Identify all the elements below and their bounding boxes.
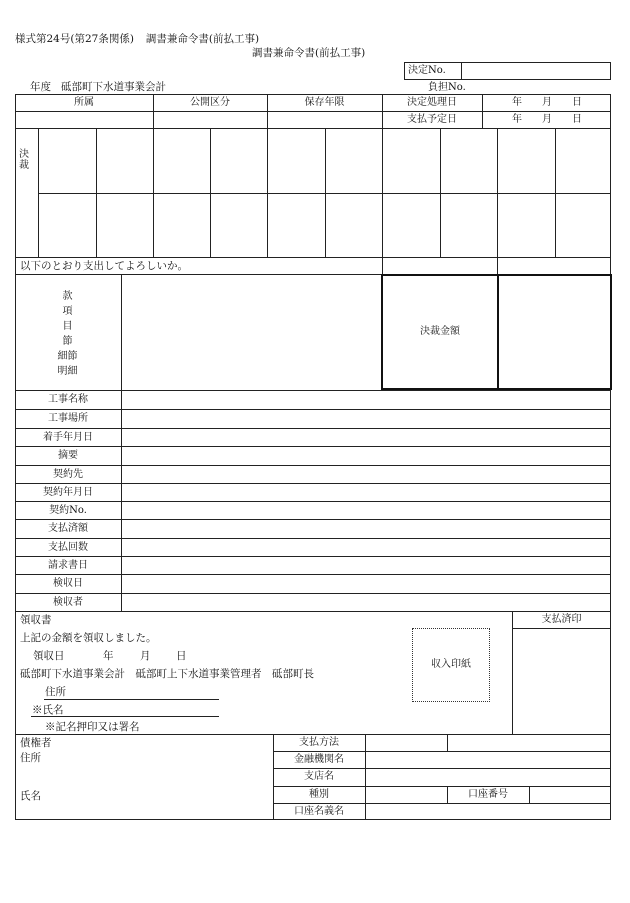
detail-row-field[interactable] <box>123 429 610 445</box>
due-date-month: 月 <box>542 114 552 125</box>
approval-stamp-cell[interactable] <box>383 129 439 192</box>
branch-name-label: 支店名 <box>304 771 334 782</box>
receipt-heading: 領収書 <box>20 614 52 626</box>
budget-item: 項 <box>62 306 73 317</box>
account-type-field[interactable] <box>367 788 446 802</box>
revenue-stamp-label: 収入印紙 <box>431 659 471 670</box>
form-id: 様式第24号(第27条関係) <box>15 33 134 45</box>
approval-stamp-cell[interactable] <box>326 129 381 192</box>
decision-date-month: 月 <box>542 97 552 108</box>
detail-row-field[interactable] <box>123 484 610 500</box>
budget-item: 節 <box>62 336 73 347</box>
detail-row-field[interactable] <box>123 557 610 573</box>
account-type-label: 種別 <box>309 788 329 800</box>
paid-stamp-label: 支払済印 <box>541 614 582 625</box>
decision-no-field[interactable] <box>462 63 610 79</box>
budget-item: 款 <box>62 291 73 302</box>
approval-stamp-cell[interactable] <box>498 129 554 192</box>
budget-item: 細節 <box>57 351 78 362</box>
form-title: 調書兼命令書(前払工事) <box>252 47 366 59</box>
detail-row-field[interactable] <box>123 539 610 555</box>
detail-row-label: 支払済額 <box>48 523 88 534</box>
receipt-text: 上記の金額を領収しました。 <box>20 632 157 644</box>
payment-method-label: 支払方法 <box>299 736 339 748</box>
branch-name-field[interactable] <box>367 770 610 785</box>
creditor-heading: 債権者 <box>20 737 52 749</box>
account-no-label: 口座番号 <box>468 788 508 800</box>
approval-stamp-cell[interactable] <box>211 129 266 192</box>
account-holder-label: 口座名義名 <box>294 805 344 817</box>
approval-stamp-cell[interactable] <box>268 129 324 192</box>
year-label: 年度 <box>30 81 51 93</box>
decision-amount-label: 決裁金額 <box>420 326 460 337</box>
decision-amount-field[interactable] <box>500 277 609 387</box>
approval-stamp-cell[interactable] <box>97 129 152 192</box>
receipt-date-month: 月 <box>140 650 151 662</box>
receipt-address-label: 住所 <box>45 686 66 698</box>
detail-row-label: 契約年月日 <box>43 486 93 498</box>
approval-stamp-cell[interactable] <box>441 129 496 192</box>
affiliation-header: 所属 <box>74 96 94 108</box>
bank-name-label: 金融機関名 <box>294 753 344 765</box>
payment-method-extra-field[interactable] <box>449 736 610 750</box>
decision-no-label: 決定No. <box>408 65 446 76</box>
detail-row-label: 検収日 <box>53 578 83 589</box>
decision-date-year: 年 <box>512 97 522 108</box>
creditor-address-field[interactable] <box>52 750 270 780</box>
receipt-date-day: 日 <box>176 650 187 662</box>
approval-char-2: 裁 <box>19 159 29 171</box>
public-category-header: 公開区分 <box>190 96 230 108</box>
detail-row-field[interactable] <box>123 410 610 427</box>
approval-label <box>19 150 29 171</box>
detail-row-label: 請求書日 <box>48 559 88 571</box>
approval-char-1: 決 <box>19 149 29 160</box>
payment-due-date-label: 支払予定日 <box>407 113 457 125</box>
budget-items <box>30 289 105 379</box>
detail-row-label: 工事場所 <box>48 413 88 424</box>
approval-stamp-cell[interactable] <box>39 129 95 192</box>
detail-row-field[interactable] <box>123 447 610 464</box>
detail-row-label: 契約No. <box>49 504 87 516</box>
account-holder-field[interactable] <box>367 805 610 819</box>
bank-name-field[interactable] <box>367 753 610 767</box>
detail-row-label: 工事名称 <box>48 394 88 405</box>
budget-item: 目 <box>62 321 73 332</box>
budget-item: 明細 <box>57 366 78 377</box>
detail-row-label: 支払回数 <box>48 541 88 553</box>
receipt-name-field[interactable] <box>72 702 218 716</box>
approval-prompt: 以下のとおり支出してよろしいか。 <box>20 260 188 272</box>
paid-stamp-field[interactable] <box>514 630 610 733</box>
detail-row-field[interactable] <box>123 520 610 537</box>
detail-row-field[interactable] <box>123 502 610 518</box>
form-header <box>15 34 259 45</box>
accounting-name: 砥部町下水道事業会計 <box>61 81 166 93</box>
retention-header: 保存年限 <box>304 96 345 108</box>
form-header-title: 調書兼命令書(前払工事) <box>145 33 260 45</box>
detail-row-field[interactable] <box>123 466 610 482</box>
detail-row-label: 契約先 <box>53 468 83 480</box>
detail-row-field[interactable] <box>123 594 610 610</box>
detail-row-label: 検収者 <box>53 596 83 608</box>
receipt-name-label: ※氏名 <box>32 704 64 716</box>
receipt-date-label: 領収日 <box>33 650 65 662</box>
due-date-year: 年 <box>512 114 522 125</box>
account-no-field[interactable] <box>531 788 610 802</box>
burden-no-label: 負担No. <box>428 82 466 93</box>
creditor-name-label: 氏名 <box>20 790 41 802</box>
approval-stamp-cell[interactable] <box>154 129 209 192</box>
receipt-date-year: 年 <box>103 650 114 662</box>
detail-row-label: 摘要 <box>58 450 78 461</box>
budget-items-field[interactable] <box>122 275 381 389</box>
detail-row-field[interactable] <box>123 575 610 592</box>
detail-row-field[interactable] <box>123 391 610 408</box>
detail-row-label: 着手年月日 <box>43 431 93 443</box>
receipt-recipient: 砥部町下水道事業会計 砥部町上下水道事業管理者 砥部町長 <box>20 668 314 680</box>
payment-method-field[interactable] <box>367 736 446 750</box>
creditor-address-label: 住所 <box>20 752 41 764</box>
approval-stamp-cell[interactable] <box>556 129 610 192</box>
decision-date-day: 日 <box>572 97 582 108</box>
receipt-note: ※記名押印又は署名 <box>45 721 140 733</box>
due-date-day: 日 <box>572 114 582 125</box>
receipt-address-field[interactable] <box>76 684 218 698</box>
creditor-name-field[interactable] <box>52 785 270 817</box>
fiscal-year-line <box>30 82 166 93</box>
decision-date-label: 決定処理日 <box>407 96 457 108</box>
